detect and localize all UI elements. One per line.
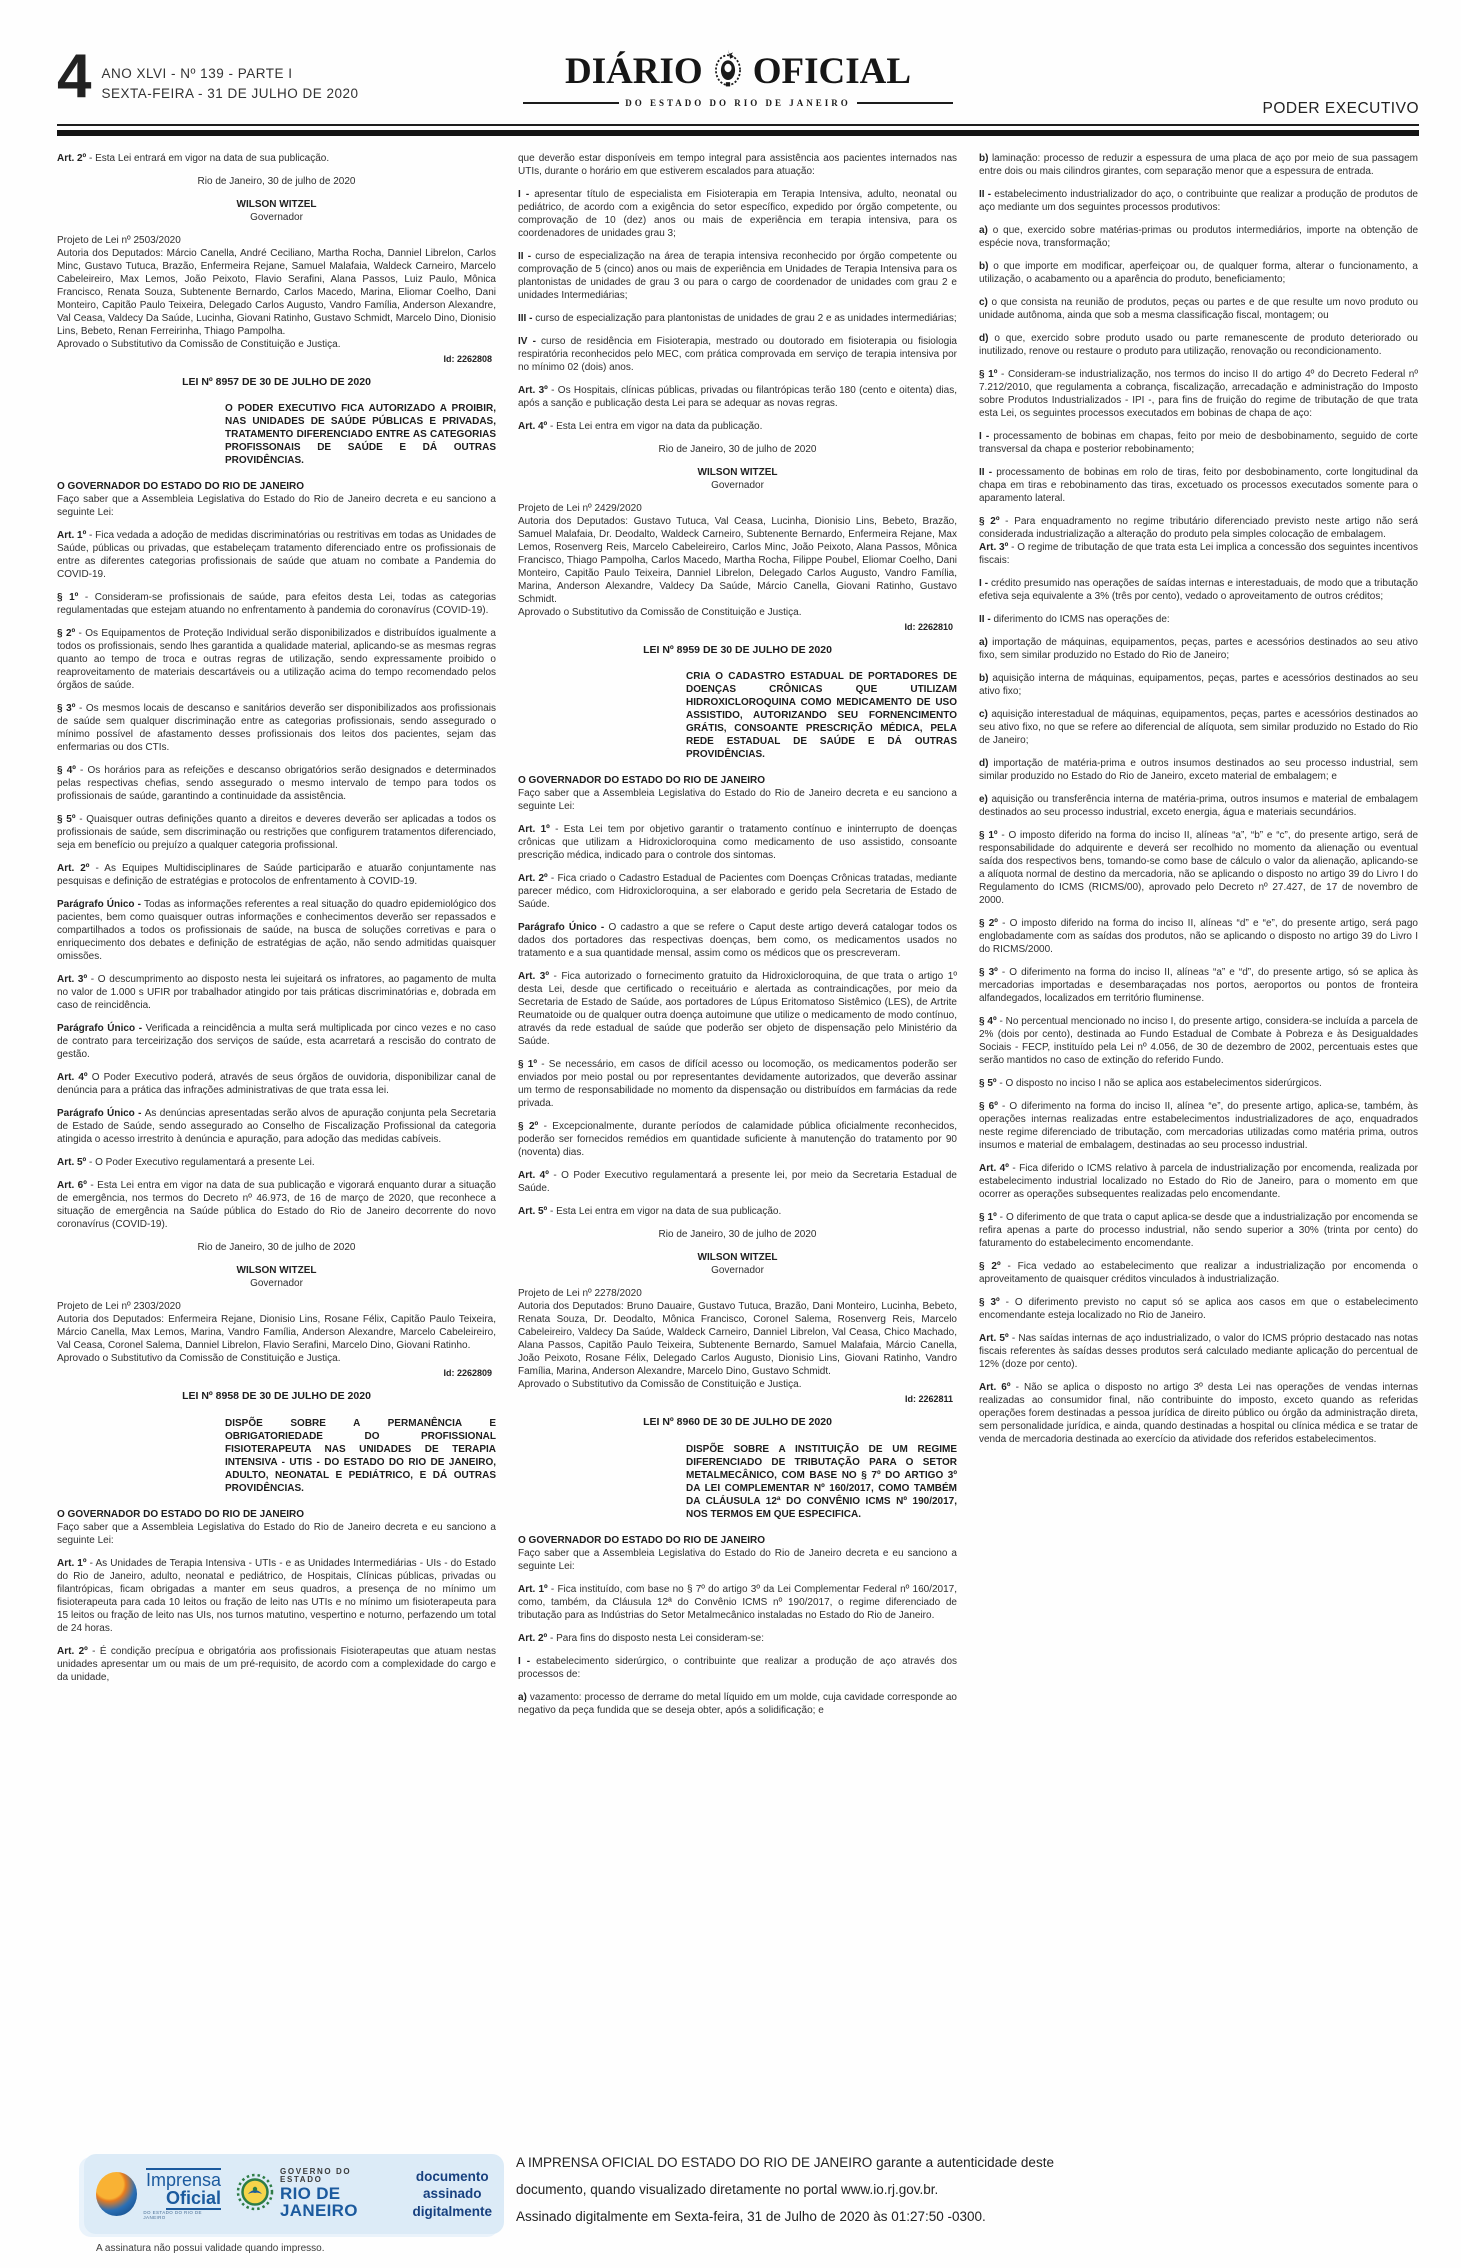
publication-id: Id: 2262808 <box>443 354 492 364</box>
authenticity-statement <box>516 2152 1386 2233</box>
dateline: Governador <box>250 212 303 223</box>
governor-heading: O GOVERNADOR DO ESTADO DO RIO DE JANEIRO <box>57 1508 305 1520</box>
dateline: Rio de Janeiro, 30 de julho de 2020 <box>197 1242 356 1254</box>
law-paragraph: Parágrafo Único - O cadastro a que se refere o Caput deste artigo deverá catalogar todos os dados dos portadores das respectivas doenças, bem como, os medicamentos usados no tratamento e a sua quantidade mensal, assim como os médicos que os prescreveram. <box>518 922 957 960</box>
law-paragraph: b) o que importe em modificar, aperfeiçoar ou, de qualquer forma, alterar o funcionamento, a utilização, o acabamento ou a aparência do produto, beneficiamento; <box>979 261 1418 285</box>
signature-name: WILSON WITZEL <box>236 199 317 210</box>
column-2 <box>518 152 957 1727</box>
law-summary: O PODER EXECUTIVO FICA AUTORIZADO A PROIBIR, NAS UNIDADES DE SAÚDE PÚBLICAS E PRIVADAS, TRATAMENTO DIFERENCIADO ENTRE AS CATEGORIAS PROFISSONAIS DE SAÚDE E DÁ OUTRAS PROVIDÊNCIAS. <box>225 403 496 467</box>
law-paragraph: II - estabelecimento industrializador do aço, o contribuinte que realizar a produção de produtos de aço mediante um dos seguintes processos produtivos: <box>979 189 1418 213</box>
law-paragraph: § 1º - Se necessário, em casos de difícil acesso ou locomoção, os medicamentos poderão ser enviados por meio postal ou por representantes devidamente autorizados, que deverão assinar um termo de responsabilidade no momento da dispensação ou distribuídos em farmácias da rede privada. <box>518 1059 957 1110</box>
rio-de-janeiro-text: RIO DE JANEIRO <box>280 2183 358 2221</box>
governo-rj-logo <box>235 2168 396 2220</box>
law-paragraph: Art. 2º - Esta Lei entrará em vigor na data de sua publicação. <box>57 153 330 164</box>
law-paragraph: IV - curso de residência em Fisioterapia, mestrado ou doutorado em fisioterapia ou fisiologia respiratória reconhecidos pelo MEC, com prática comprovada em serviço de terapia intensiva por no mínimo 02 (dois) anos. <box>518 336 957 373</box>
signed-digitally-label <box>412 2168 492 2221</box>
signature-name: WILSON WITZEL <box>697 467 778 478</box>
law-summary: DISPÕE SOBRE A PERMANÊNCIA E OBRIGATORIEDADE DO PROFISSIONAL FISIOTERAPEUTA NAS UNIDADES DE TERAPIA INTENSIVA - UTIS - DO ESTADO DO RIO DE JANEIRO, ADULTO, NEONATAL E PEDIÁTRICO, E DÁ OUTRAS PROVIDÊNCIAS. <box>225 1417 496 1494</box>
issue-line: ANO XLVI - Nº 139 - PARTE I <box>101 66 293 81</box>
law-paragraph: Art. 5º - Nas saídas internas de aço industrializado, o valor do ICMS próprio destacado nas notas fiscais referentes às saídas desses produtos será calculado mediante aplicação do percentual de 12% (doze por cento). <box>979 1333 1418 1370</box>
masthead-subtitle: DO ESTADO DO RIO DE JANEIRO <box>625 98 851 108</box>
authenticity-line-3: Assinado digitalmente em Sexta-feira, 31 de Julho de 2020 às 01:27:50 -0300. <box>516 2208 986 2224</box>
law-paragraph: § 2º - Fica vedado ao estabelecimento que realizar a industrialização por encomenda o aproveitamento de quaisquer créditos vinculados à industrialização. <box>979 1261 1418 1285</box>
law-summary: CRIA O CADASTRO ESTADUAL DE PORTADORES DE DOENÇAS CRÔNICAS QUE UTILIZAM HIDROXICLOROQUINA COMO MEDICAMENTO DE USO ASSISTIDO, AUTORIZANDO SEU FORNENCIMENTO GRÁTIS, CONSOANTE PRESCRIÇÃO MÉDICA, PELA REDE ESTADUAL DE SAÚDE E DÁ OUTRAS PROVIDÊNCIAS. <box>686 671 957 761</box>
law-paragraph: d) o que, exercido sobre produto usado ou parte remanescente de produto deteriorado ou inutilizado, renove ou restaure o produto para utilização, renovação ou recondicionamento. <box>979 333 1418 357</box>
law-line: Projeto de Lei nº 2503/2020 <box>57 235 181 246</box>
page-number: 4 <box>57 42 92 111</box>
governor-heading: O GOVERNADOR DO ESTADO DO RIO DE JANEIRO <box>518 775 766 787</box>
law-paragraph: § 4º - No percentual mencionado no inciso I, do presente artigo, considera-se incluída a parcela de 2% (dois por cento), destinada ao Fundo Estadual de Combate à Pobreza e às Desigualdades Sociais - FECP, instituído pela Lei nº 4.056, de 30 de dezembro de 2002, percentuais estes que serão mantidos no caso de extinção do referido Fundo. <box>979 1016 1418 1066</box>
law-paragraph: Art. 3º - Fica autorizado o fornecimento gratuito da Hidroxicloroquina, de que trata o artigo 1º desta Lei, desde que certificado o receituário e alertada as contraindicações, por meio da Secretaria de Estado de Saúde, aos portadores de Lúpus Eritomatoso Sistêmico (LES), de Artrite Reumatoide ou de qualquer outra doença autoimune que utilize o medicamento de modo contínuo, através da rede estadual de saúde que poderão ser objeto de dispensação pelo Ministério da Saúde. <box>518 971 957 1048</box>
law-paragraph: I - processamento de bobinas em chapas, feito por meio de desbobinamento, seguido de corte transversal da chapa e posterior rebobinamento; <box>979 431 1418 455</box>
law-paragraph: b) laminação: processo de reduzir a espessura de uma placa de aço por meio de sua passagem entre dois ou mais cilindros girantes, com separação menor que a espessura de entrada. <box>979 153 1418 177</box>
law-line: Projeto de Lei nº 2303/2020 <box>57 1301 181 1313</box>
law-paragraph: II - processamento de bobinas em rolo de tiras, feito por desbobinamento, corte longitudinal da chapa em tiras e rebobinamento das tiras, excetuado os processos executados somente para o aparamento lateral. <box>979 467 1418 504</box>
law-paragraph: d) importação de matéria-prima e outros insumos destinados ao seu processo industrial, sem similar produzido no Estado do Rio de Janeiro, exceto material de embalagem; e <box>979 758 1418 782</box>
masthead-word-diario: DIÁRIO <box>564 51 703 92</box>
content-columns <box>57 152 1419 1727</box>
law-line: Autoria dos Deputados: Márcio Canella, André Ceciliano, Martha Rocha, Danniel Librelon, Carlos Minc, Gustavo Tutuca, Brazão, Enfermeira Rejane, Samuel Malafaia, Waldeck Carneiro, Marcelo Cabeleireiro, Max Lemos, João Peixoto, Flavio Serafini, Alana Passos, Luiz Paulo, Mônica Francisco, Renata Souza, Subtenente Bernardo, Carlos Macedo, Marina, Eliomar Coelho, Dani Monteiro, Capitão Paulo Teixeira, Delegado Carlos Augusto, Vandro Família, Anderson Alexandre, Val Ceasa, Valdecy Da Saúde, Lucinha, Giovani Ratinho, Gustavo Schmidt, Marcelo Dino, Dionisio Lins, Bebeto, Renan Ferreirinha, Thiago Pampolha. <box>57 248 496 337</box>
law-paragraph: Parágrafo Único - Verificada a reincidência a multa será multiplicada por cinco vezes e no caso de contrato para terceirização dos serviços de saúde, esta acarretará a rescisão do contrato de gestão. <box>57 1023 496 1061</box>
law-paragraph: II - curso de especialização na área de terapia intensiva reconhecido por órgão competente ou comprovação de 5 (cinco) anos ou mais de experiência em Unidades de Terapia Intensiva para os plantonistas de unidades de grau 3 ou para o cargo de coordenador de unidades com grau 2 e unidades Intermediárias; <box>518 251 957 301</box>
law-paragraph: § 4º - Os horários para as refeições e descanso obrigatórios serão designados e determinados pelas respectivas chefias, sendo assegurado o mesmo intervalo de tempo para todos os profissionais de saúde, garantindo a continuidade da assistência. <box>57 765 496 803</box>
signature-validity-note: A assinatura não possui validade quando impresso. <box>96 2243 325 2254</box>
law-paragraph: c) aquisição interestadual de máquinas, equipamentos, peças, partes e acessórios destinados ao seu ativo fixo, no que se refere ao diferencial de alíquota, sem similar produzido no Estado do Rio de Janeiro; <box>979 709 1418 746</box>
law-paragraph: § 1º - O imposto diferido na forma do inciso II, alíneas “a”, “b” e “c”, do presente artigo, será de responsabilidade do adquirente e deverá ser recolhido no momento da alienação ou eventual saída dos respectivos bens, tomando-se como base de cálculo o valor da alienação, aplicando-se a alíquota normal de destino da mercadoria, não se aplicando o disposto no artigo 39 do Livro I do Regulamento do ICMS (RICMS/00), aprovado pelo Decreto nº 27.427, de 17 de novembro de 2000. <box>979 830 1419 906</box>
law-paragraph: II - diferimento do ICMS nas operações de: <box>979 614 1170 625</box>
section-poder-executivo: PODER EXECUTIVO <box>1262 100 1419 117</box>
law-paragraph: I - estabelecimento siderúrgico, o contribuinte que realizar a produção de aço através dos processos de: <box>518 1655 958 1680</box>
law-paragraph: Art. 4º O Poder Executivo poderá, através de seus órgãos de ouvidoria, disponibilizar canal de denúncia para a prática das infrações administrativas de que trata essa lei. <box>57 1072 496 1097</box>
law-paragraph: Art. 1º - Fica vedada a adoção de medidas discriminatórias ou restritivas em todas as Unidades de Saúde, públicas ou privadas, que estabeleçam tratamento diferenciado entre os profissionais de entre as diferentes categorias profissionais de saúde que atuam no combate a Pandemia do COVID-19. <box>57 530 496 581</box>
law-paragraph: Faço saber que a Assembleia Legislativa do Estado do Rio de Janeiro decreta e eu sanciono a seguinte Lei: <box>518 788 957 813</box>
law-paragraph: Parágrafo Único - Todas as informações referentes a real situação do quadro epidemiológico dos pacientes, bem como quaisquer outras informações e conhecimentos deverão ser repassados e compartilhados a todos os profissionais de saúde, na busca de soluções corretivas e para o enriquecimento dos debates e definição de estratégias de ação, não sendo admitidas quaisquer omissões. <box>57 899 496 963</box>
law-paragraph: Art. 3º - O descumprimento ao disposto nesta lei sujeitará os infratores, ao pagamento de multa no valor de 1.000 s UFIR por trabalhador atingido por tais práticas discriminatórias e, dobrada em caso de reincidência. <box>57 974 497 1012</box>
dateline: Governador <box>711 1265 764 1277</box>
authenticity-line-1: A IMPRENSA OFICIAL DO ESTADO DO RIO DE JANEIRO garante a autenticidade deste <box>516 2155 1054 2170</box>
masthead <box>523 48 953 108</box>
law-line: Aprovado o Substitutivo da Comissão de Constituição e Justiça. <box>518 607 802 618</box>
law-paragraph: Art. 4º - Fica diferido o ICMS relativo à parcela de industrialização por encomenda, realizada por estabelecimento industrial localizado no Estado do Rio de Janeiro, para o momento em que ocorrer as operações subsequentes realizadas pelo encomendante. <box>979 1163 1418 1200</box>
law-paragraph: Art. 5º - Esta Lei entra em vigor na data de sua publicação. <box>518 1206 782 1218</box>
law-paragraph: Art. 4º - Esta Lei entra em vigor na data da publicação. <box>518 421 763 432</box>
imprensa-logo-caption: DO ESTADO DO RIO DE JANEIRO <box>143 2210 202 2220</box>
imprensa-logo-text: Imprensa <box>146 2169 222 2190</box>
digital-signature-widget <box>84 2154 504 2234</box>
law-paragraph: § 3º - O diferimento na forma do inciso II, alíneas “a” e “d”, do presente artigo, só se aplica às mercadorias importadas e desembaraçadas nos portos, aeroportos ou pontos de fronteira alfandegados, localizados em território fluminense. <box>979 967 1418 1004</box>
header-rule-thick <box>57 130 1419 136</box>
law-line: Autoria dos Deputados: Enfermeira Rejane, Dionisio Lins, Rosane Félix, Capitão Paulo Teixeira, Márcio Canella, Max Lemos, Marina, Vandro Família, Anderson Alexandre, Marcelo Cabeleireiro, Val Ceasa, Coronel Salema, Danniel Librelon, Flavio Serafini, Marcelo Dino, Giovani Ratinho. <box>57 1314 496 1352</box>
law-paragraph: a) o que, exercido sobre matérias-primas ou produtos intermediários, importe na obtenção de espécie nova, transformação; <box>979 225 1419 249</box>
issue-info <box>57 42 359 111</box>
column-3 <box>979 152 1418 1727</box>
law-paragraph: Art. 4º - O Poder Executivo regulamentará a presente lei, por meio da Secretaria Estadual de Saúde. <box>518 1170 957 1195</box>
oficial-logo-text: Oficial <box>166 2189 221 2210</box>
dateline: Rio de Janeiro, 30 de julho de 2020 <box>197 176 356 187</box>
masthead-rule-right <box>857 102 953 104</box>
law-title: LEI Nº 8959 DE 30 DE JULHO DE 2020 <box>643 643 832 656</box>
law-paragraph: I - crédito presumido nas operações de saídas internas e interestaduais, de modo que a tributação efetiva seja equivalente a 3% (três por cento), vedado o aproveitamento de outros créditos; <box>979 578 1418 602</box>
law-paragraph: § 6º - O diferimento na forma do inciso II, alínea “e”, do presente artigo, aplica-se, também, às operações internas realizadas entre estabelecimentos industrializadores de aço, enquadrados neste regime diferenciado de tributação, com mercadorias utilizadas como matéria prima, outros insumos e material de embalagem, destinadas ao seu processo industrial. <box>979 1101 1418 1151</box>
law-paragraph: a) vazamento: processo de derrame do metal líquido em um molde, cuja cavidade corresponde ao negativo da peça fundida que se deseja obter, após a solidificação; e <box>518 1691 957 1716</box>
imprensa-oficial-sphere-icon <box>96 2172 137 2216</box>
law-paragraph: que deverão estar disponíveis em tempo integral para assistência aos pacientes internados nas UTIs, durante o horário em que estiverem escalados para atuação: <box>518 153 957 177</box>
masthead-word-oficial: OFICIAL <box>752 51 912 92</box>
law-paragraph: § 3º - Os mesmos locais de descanso e sanitários deverão ser disponibilizados aos profissionais de saúde sem qualquer discriminação entre as categorias profissionais, sendo assegurado o mínimo possível de afastamento desses profissionais dos leitos dos pacientes, sejam das enfermarias ou dos CTIs. <box>57 703 496 754</box>
law-paragraph: § 3º - O diferimento previsto no caput só se aplica aos casos em que o estabelecimento encomendante esteja localizado no Rio de Janeiro. <box>979 1297 1418 1321</box>
law-paragraph: § 5º - O disposto no inciso I não se aplica aos estabelecimentos siderúrgicos. <box>979 1078 1322 1089</box>
issue-date: SEXTA-FEIRA - 31 DE JULHO DE 2020 <box>101 85 359 101</box>
law-line: Autoria dos Deputados: Gustavo Tutuca, Val Ceasa, Lucinha, Dionisio Lins, Bebeto, Brazão, Samuel Malafaia, Dr. Deodalto, Waldeck Carneiro, Subtenente Bernardo, Enfermeira Rejane, Max Lemos, Rosenverg Reis, Marcelo Cabeleireiro, Carlos Minc, João Peixoto, Alana Passos, Mônica Francisco, Thiago Pampolha, Carlos Macedo, Martha Rocha, Filippe Poubel, Eliomar Coelho, Dani Monteiro, Capitão Paulo Teixeira, Danniel Librelon, Delegado Carlos Augusto, Vandro Família, Marina, Anderson Alexandre, Valdecy Da Saúde, Márcio Canella, Giovani Ratinho, Gustavo Schmidt. <box>518 516 957 605</box>
governo-do-estado-text: GOVERNO DO ESTADO <box>280 2166 352 2185</box>
law-paragraph: § 5º - Quaisquer outras definições quanto a direitos e deveres deverão ser aplicadas a todos os profissionais de saúde, sem discriminação ou restrições que configurem tratamentos diferenciado, seja em benefício ou prejuízo a qualquer categoria profissional. <box>57 814 496 852</box>
signed-word-1: documento <box>415 2168 489 2184</box>
law-paragraph: Art. 2º - É condição precípua e obrigatória aos profissionais Fisioterapeutas que atuam nestas unidades apresentar um ou mais de um pré-requisito, de acordo com a complexidade do cargo e da unidade, <box>57 1645 496 1683</box>
signed-word-3: digitalmente <box>412 2203 492 2219</box>
law-paragraph: Art. 1º - As Unidades de Terapia Intensiva - UTIs - e as Unidades Intermediárias - UIs - do Estado do Rio de Janeiro, adulto, neonatal e pediátrico, de Hospitais, Clínicas públicas, privadas ou filantrópicas, ficam obrigadas a manter em seus quadros, a presença de no mínimo um fisioterapeuta para cada 10 leitos ou fração de leito nas UTIs e no mínimo um fisioterapeuta para 15 leitos ou fração de leito nas UIs, nos turnos matutino, vespertino e noturno, perfazendo um total de 24 horas. <box>57 1557 496 1634</box>
imprensa-oficial-logo <box>96 2168 221 2221</box>
law-paragraph: Art. 3º - O regime de tributação de que trata esta Lei implica a concessão dos seguintes incentivos fiscais: <box>979 542 1418 566</box>
masthead-rule-left <box>523 102 619 104</box>
header-rule-thin <box>57 124 1419 126</box>
law-paragraph: § 1º - Consideram-se industrialização, nos termos do inciso II do artigo 4º do Decreto Federal nº 7.212/2010, que regulamenta a cobrança, fiscalização, arrecadação e administração do Imposto sobre Produtos Industrializados - IPI -, para fins de fruição do regime de tributação de que trata esta Lei, os seguintes processos executados em bobinas de chapa de aço: <box>979 369 1418 419</box>
publication-id: Id: 2262810 <box>904 622 953 632</box>
law-paragraph: Art. 3º - Os Hospitais, clínicas públicas, privadas ou filantrópicas terão 180 (cento e oitenta) dias, após a sanção e publicação desta Lei para se adequar as novas regras. <box>518 385 957 409</box>
law-paragraph: Art. 1º - Esta Lei tem por objetivo garantir o tratamento contínuo e ininterrupto de doenças crônicas que utilizam a Hidroxicloroquina como medicamento de uso assistido, consoante prescrição médica, indicado para o controle dos sintomas. <box>518 824 957 862</box>
law-paragraph: b) aquisição interna de máquinas, equipamentos, peças, partes e acessórios destinados ao seu ativo fixo; <box>979 673 1419 697</box>
law-paragraph: Art. 5º - O Poder Executivo regulamentará a presente Lei. <box>57 1157 315 1169</box>
law-paragraph: c) o que consista na reunião de produtos, peças ou partes e de que resulte um novo produto ou unidade autônoma, ainda que sob a mesma classificação fiscal, montagem; ou <box>979 297 1419 321</box>
law-line: Aprovado o Substitutivo da Comissão de Constituição e Justiça. <box>57 1353 341 1365</box>
signed-word-2: assinado <box>422 2186 482 2202</box>
law-line: Aprovado o Substitutivo da Comissão de Constituição e Justiça. <box>57 339 341 350</box>
law-paragraph: § 2º - Os Equipamentos de Proteção Individual serão disponibilizados e distribuídos igualmente a todos os profissionais, sendo lhes garantida a qualidade material, aplicando-se as mesmas regras quanto ao tempo de troca e outras regras de utilização, sendo expressamente proibido o reaproveitamento de materiais descartáveis ou a utilização acima do tempo recomendado pelos órgãos de saúde. <box>57 628 496 692</box>
law-line: Projeto de Lei nº 2429/2020 <box>518 503 642 514</box>
law-line: Projeto de Lei nº 2278/2020 <box>518 1288 642 1300</box>
law-paragraph: Art. 2º - Fica criado o Cadastro Estadual de Pacientes com Doenças Crônicas tratadas, mediante parecer médico, com Hidroxicloroquina, a ser elaborado e gerido pela Secretaria de Estado de Saúde. <box>518 873 957 911</box>
law-line: § 2º - Para enquadramento no regime tributário diferenciado previsto neste artigo não será considerada industrialização a alteração do produto pela simples colocação de embalagem. <box>979 516 1418 540</box>
governor-heading: O GOVERNADOR DO ESTADO DO RIO DE JANEIRO <box>518 1534 766 1546</box>
law-paragraph: III - curso de especialização para plantonistas de unidades de grau 2 e as unidades intermediárias; <box>518 313 957 324</box>
signature-name: WILSON WITZEL <box>697 1252 778 1264</box>
law-summary: DISPÕE SOBRE A INSTITUIÇÃO DE UM REGIME DIFERENCIADO DE TRIBUTAÇÃO PARA O SETOR METALMECÂNICO, COM BASE NO § 7º DO ARTIGO 3º DA LEI COMPLEMENTAR Nº 160/2017, COMO TAMBÉM DA CLÁUSULA 12ª DO CONVÊNIO ICMS Nº 190/2017, NOS TERMOS EM QUE ESPECIFICA. <box>686 1443 957 1520</box>
dateline: Rio de Janeiro, 30 de julho de 2020 <box>658 1229 817 1241</box>
law-title: LEI Nº 8958 DE 30 DE JULHO DE 2020 <box>182 1390 371 1403</box>
signature-name: WILSON WITZEL <box>236 1265 317 1277</box>
dateline: Governador <box>250 1278 303 1290</box>
authenticity-line-2: documento, quando visualizado diretamente no portal www.io.rj.gov.br. <box>516 2181 939 2197</box>
law-title: LEI Nº 8957 DE 30 DE JULHO DE 2020 <box>182 375 371 388</box>
law-paragraph: Faço saber que a Assembleia Legislativa do Estado do Rio de Janeiro decreta e eu sanciono a seguinte Lei: <box>518 1547 957 1572</box>
law-paragraph: Art. 2º - As Equipes Multidisciplinares de Saúde participarão e atuarão conjuntamente nas pesquisas e definição de estratégias e protocolos de enfrentamento à COVID-19. <box>57 863 496 888</box>
rio-de-janeiro-emblem-icon <box>235 2172 275 2217</box>
law-paragraph: § 2º - O imposto diferido na forma do inciso II, alíneas “d” e “e”, do presente artigo, será pago englobadamente com as saídas dos produtos, não se aplicando o disposto no artigo 39 do Livro I do RICMS/2000. <box>979 918 1418 955</box>
law-paragraph: Faço saber que a Assembleia Legislativa do Estado do Rio de Janeiro decreta e eu sanciono a seguinte Lei: <box>57 494 496 519</box>
law-paragraph: a) importação de máquinas, equipamentos, peças, partes e acessórios destinados ao seu ativo fixo, sem similar produzido no Estado do Rio de Janeiro; <box>979 637 1418 661</box>
law-paragraph: I - apresentar título de especialista em Fisioterapia em Terapia Intensiva, adulto, neonatal ou pediátrico, de acordo com a exigência do setor específico, expedido por órgão competente, ou comprovação de 10 (dez) anos ou mais de experiência em terapia intensiva, para os coordenadores de unidades grau 3; <box>518 189 957 239</box>
coat-of-arms-icon <box>711 48 745 95</box>
law-paragraph: Art. 1º - Fica instituído, com base no § 7º do artigo 3º da Lei Complementar Federal nº 160/2017, como, também, da Cláusula 12ª do Convênio ICMS nº 190/2017, o regime diferenciado de tributação para as Indústrias do Setor Metalmecânico instaladas no Estado do Rio de Janeiro. <box>518 1583 957 1621</box>
publication-id: Id: 2262811 <box>904 1394 953 1405</box>
law-paragraph: § 1º - Consideram-se profissionais de saúde, para efeitos desta Lei, todas as categorias regulamentadas que estejam atuando no enfrentamento à pandemia do coronavírus (COVID-19). <box>57 592 496 617</box>
law-paragraph: § 2º - Excepcionalmente, durante períodos de calamidade pública oficialmente reconhecidos, poderão ser fornecidos remédios em quantidade suficiente à manutenção do tratamento por 90 (noventa) dias. <box>518 1121 957 1159</box>
law-line: Autoria dos Deputados: Bruno Dauaire, Gustavo Tutuca, Brazão, Dani Monteiro, Lucinha, Bebeto, Renata Souza, Dr. Deodalto, Mônica Francisco, Coronel Salema, Rosenverg Reis, Marcelo Cabeleireiro, Valdecy Da Saúde, Waldeck Carneiro, Danniel Librelon, Val Ceasa, Chico Machado, Alana Passos, Capitão Paulo Teixeira, Subtenente Bernardo, Samuel Malafaia, Márcio Canella, João Peixoto, Rosane Félix, Delegado Carlos Augusto, Dionisio Lins, Giovani Ratinho, Vandro Família, Marina, Anderson Alexandre, Marcelo Dino, Gustavo Schmidt. <box>518 1301 957 1378</box>
law-paragraph: Art. 6º - Esta Lei entra em vigor na data de sua publicação e vigorará enquanto durar a situação de emergência, nos termos do Decreto nº 46.973, de 16 de março de 2020, que reconhece a situação de emergência na Saúde pública do Estado do Rio de Janeiro decorrente do novo coronavírus (COVID-19). <box>57 1180 496 1231</box>
law-line: Aprovado o Substitutivo da Comissão de Constituição e Justiça. <box>518 1379 802 1391</box>
column-1 <box>57 152 496 1727</box>
law-paragraph: Faço saber que a Assembleia Legislativa do Estado do Rio de Janeiro decreta e eu sanciono a seguinte Lei: <box>57 1521 496 1546</box>
law-paragraph: Art. 2º - Para fins do disposto nesta Lei consideram-se: <box>518 1632 764 1644</box>
law-paragraph: e) aquisição ou transferência interna de matéria-prima, outros insumos e material de embalagem destinados ao seu processo industrial, exceto energia, água e materiais secundários. <box>979 794 1418 818</box>
page-header <box>57 42 1419 122</box>
law-title: LEI Nº 8960 DE 30 DE JULHO DE 2020 <box>643 1416 832 1429</box>
law-paragraph: Art. 6º - Não se aplica o disposto no artigo 3º desta Lei nas operações de vendas internas realizadas ao consumidor final, não contribuinte do imposto, exceto quando as referidas operações forem destinadas a pessoa jurídica de direito público ou órgão da administração direta, sem personalidade jurídica, e ainda, quando destinadas a hospital ou clínica médica e se tratar de venda de mercadoria destinada ao exercício da atividade dos referidos estabelecimentos. <box>979 1382 1418 1445</box>
law-paragraph: Parágrafo Único - As denúncias apresentadas serão alvos de apuração conjunta pela Secretaria de Estado de Saúde, sendo assegurado ao Conselho de Fiscalização Profissional da categoria atingida o acesso irrestrito à denúncia e apuração, para adoção das medidas cabíveis. <box>57 1108 496 1146</box>
law-paragraph: § 1º - O diferimento de que trata o caput aplica-se desde que a industrialização por encomenda se refira apenas a parte do processo industrial, não sendo superior a 30% (trinta por cento) do faturamento do estabelecimento encomendante. <box>979 1212 1418 1249</box>
dateline: Rio de Janeiro, 30 de julho de 2020 <box>658 444 817 455</box>
publication-id: Id: 2262809 <box>443 1368 492 1379</box>
dateline: Governador <box>711 480 764 491</box>
governor-heading: O GOVERNADOR DO ESTADO DO RIO DE JANEIRO <box>57 481 305 493</box>
